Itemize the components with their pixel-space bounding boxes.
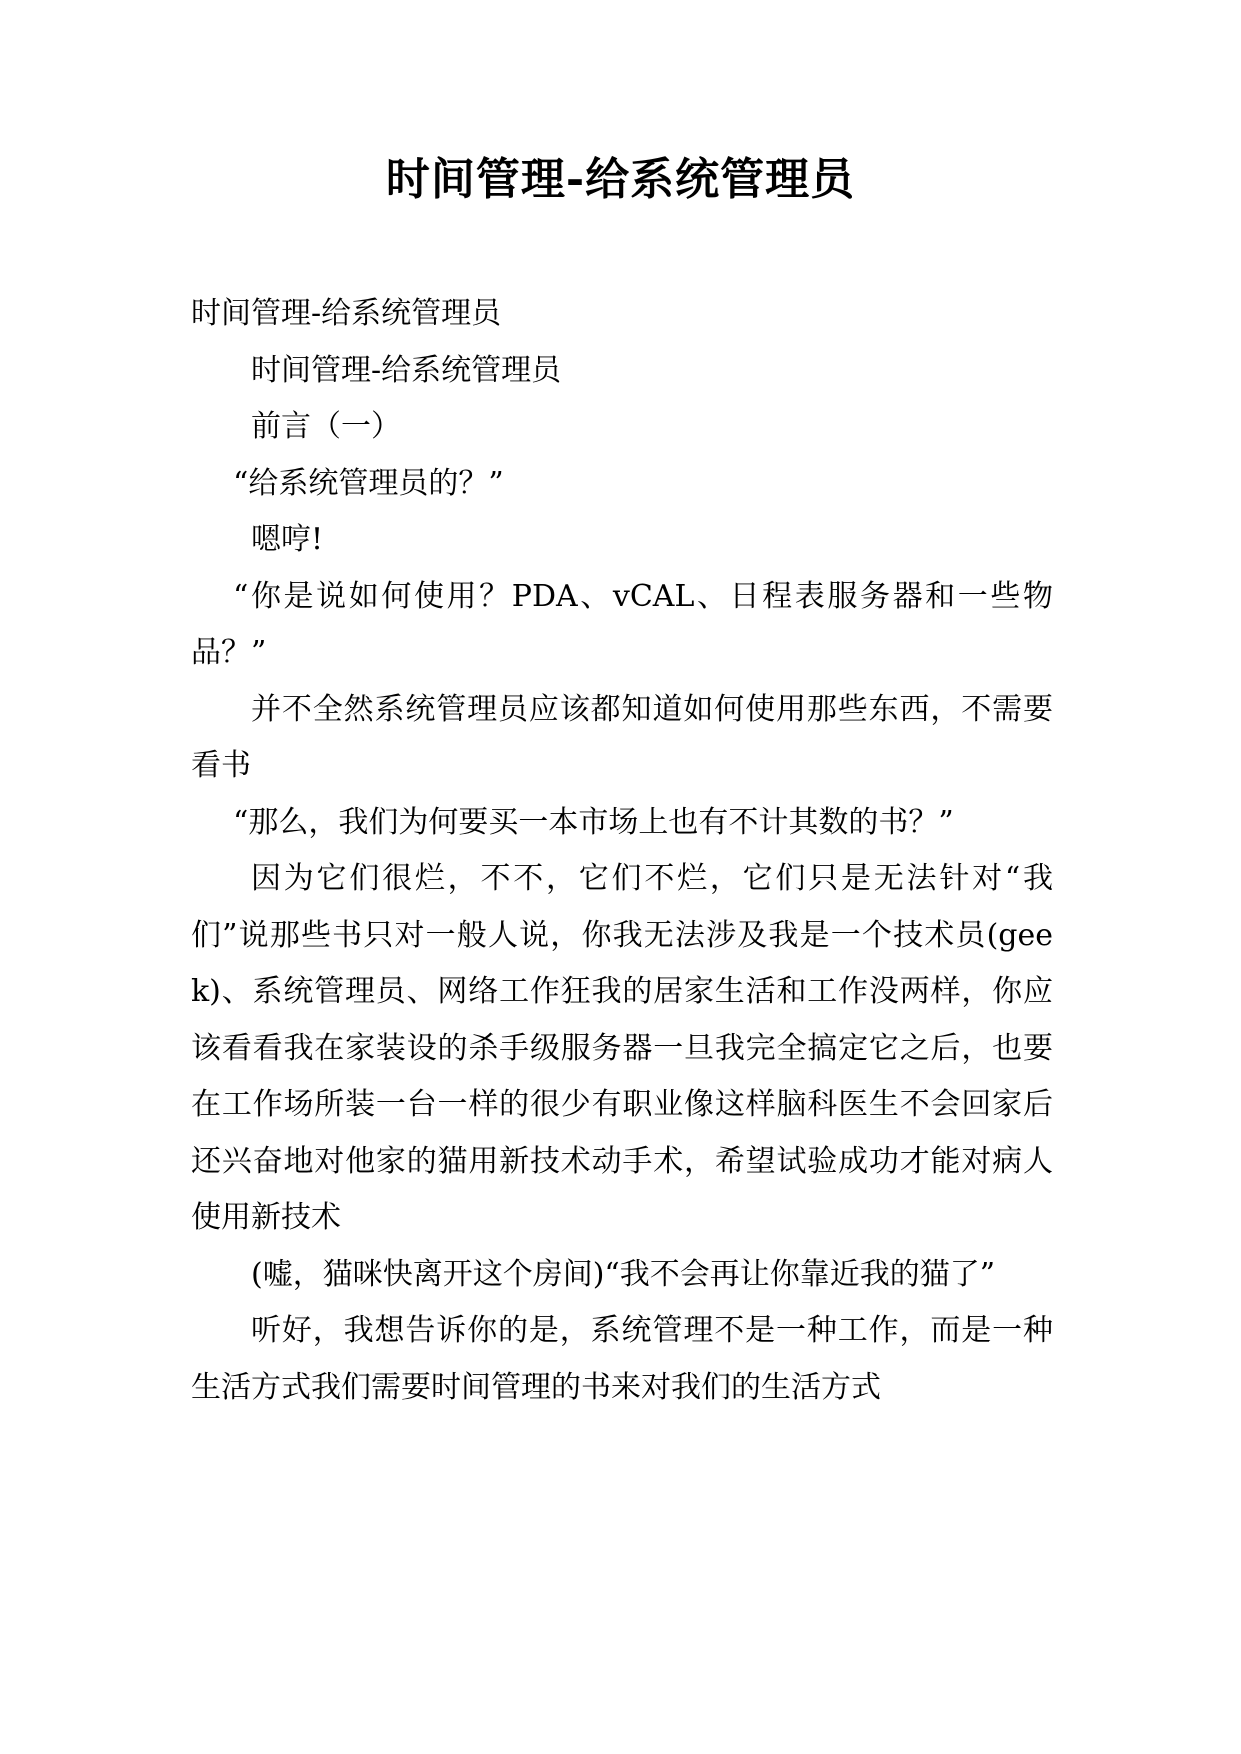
body-paragraph: 时间管理-给系统管理员 (251, 352, 562, 388)
body-paragraph: “给系统管理员的？” (233, 465, 504, 501)
body-paragraph: 时间管理-给系统管理员 (191, 296, 502, 331)
body-paragraph: 嗯哼! (251, 522, 324, 557)
body-paragraph: 听好，我想告诉你的是，系统管理不是一种工作，而是一种生活方式我们需要时间管理的书来对我们的生活方式 (191, 1313, 1053, 1405)
body-paragraph: (嘘，猫咪快离开这个房间)“我不会再让你靠近我的猫了” (251, 1256, 996, 1292)
body-paragraph: 因为它们很烂，不不，它们不烂，它们只是无法针对“我们”说那些书只对一般人说，你我无法涉及我是一个技术员(geek)、系统管理员、网络工作狂我的居家生活和工作没两样，你应该看看我在家装设的杀手级服务器一旦我完全搞定它之后，也要在工作场所装一台一样的很少有职业像这样脑科医生不会回家后还兴奋地对他家的猫用新技术动手术，希望试验成功才能对病人使用新技术 (191, 861, 1053, 1235)
body-paragraph: “那么，我们为何要买一本市场上也有不计其数的书？” (233, 804, 954, 840)
document-body (191, 286, 1053, 1416)
body-paragraph: “你是说如何使用？PDA、vCAL、日程表服务器和一些物品？” (191, 578, 1053, 670)
document-title: 时间管理-给系统管理员 (385, 154, 856, 205)
body-paragraph: 并不全然系统管理员应该都知道如何使用那些东西，不需要看书 (191, 691, 1053, 783)
body-paragraph: 前言（一） (251, 409, 401, 444)
